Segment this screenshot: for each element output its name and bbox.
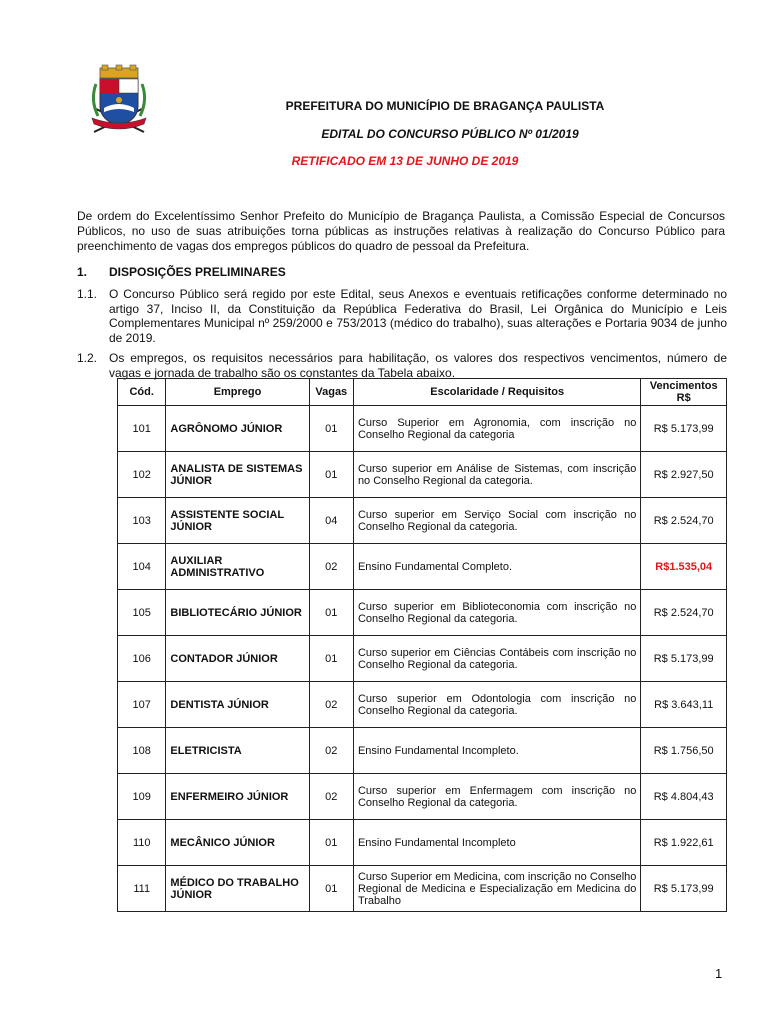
cell-emprego: MECÂNICO JÚNIOR [166, 820, 309, 866]
item-number: 1.2. [77, 351, 98, 365]
cell-vagas: 02 [309, 682, 353, 728]
cell-requisitos: Ensino Fundamental Incompleto. [353, 728, 640, 774]
list-item [77, 351, 727, 380]
cell-emprego: ASSISTENTE SOCIAL JÚNIOR [166, 498, 309, 544]
table-row [118, 498, 727, 544]
cell-emprego: CONTADOR JÚNIOR [166, 636, 309, 682]
cell-emprego: ANALISTA DE SISTEMAS JÚNIOR [166, 452, 309, 498]
cell-vencimentos: R$ 2.524,70 [641, 498, 727, 544]
table-row [118, 544, 727, 590]
cell-requisitos: Curso Superior em Medicina, com inscrição no Conselho Regional de Medicina e Especialização em Medicina do Trabalho [353, 866, 640, 912]
cell-vagas: 02 [309, 728, 353, 774]
header-cod: Cód. [118, 379, 166, 406]
cell-cod: 104 [118, 544, 166, 590]
cell-cod: 108 [118, 728, 166, 774]
cell-vagas: 01 [309, 452, 353, 498]
item-text: O Concurso Público será regido por este Edital, seus Anexos e eventuais retificações conforme determinado no artigo 37, Inciso II, da Constituição da República Federativa do Brasil, Lei Orgânica do Município e Leis Complementares Municipal nº 259/2000 e 753/2013 (médico do trabalho), suas alterações e Portaria 9034 de junho de 2019. [109, 287, 727, 345]
cell-vencimentos: R$ 2.927,50 [641, 452, 727, 498]
retificado-notice: RETIFICADO EM 13 DE JUNHO DE 2019 [291, 154, 519, 168]
header-vencimentos-line2: R$ [676, 392, 691, 404]
cell-cod: 110 [118, 820, 166, 866]
cell-cod: 105 [118, 590, 166, 636]
cell-requisitos: Curso superior em Análise de Sistemas, com inscrição no Conselho Regional da categoria. [353, 452, 640, 498]
table-row [118, 820, 727, 866]
page-number: 1 [715, 966, 723, 981]
table-row [118, 774, 727, 820]
header-vagas: Vagas [309, 379, 353, 406]
header-emprego: Emprego [166, 379, 309, 406]
table-row [118, 682, 727, 728]
table-row [118, 452, 727, 498]
cell-emprego: MÉDICO DO TRABALHO JÚNIOR [166, 866, 309, 912]
cell-cod: 101 [118, 406, 166, 452]
cell-requisitos: Curso Superior em Agronomia, com inscrição no Conselho Regional da categoria [353, 406, 640, 452]
cell-vencimentos: R$ 1.756,50 [641, 728, 727, 774]
edital-subtitle: EDITAL DO CONCURSO PÚBLICO Nº 01/2019 [321, 127, 579, 141]
cell-vagas: 01 [309, 820, 353, 866]
cell-vagas: 01 [309, 590, 353, 636]
document-title: PREFEITURA DO MUNICÍPIO DE BRAGANÇA PAULISTA [285, 99, 605, 113]
intro-paragraph: De ordem do Excelentíssimo Senhor Prefeito do Município de Bragança Paulista, a Comissão Especial de Concursos Públicos, no uso de suas atribuições torna públicas as instruções relativas à realização do Concurso Público para preenchimento de vagas dos empregos públicos do quadro de pessoal da Prefeitura. [77, 209, 725, 253]
cell-emprego: ENFERMEIRO JÚNIOR [166, 774, 309, 820]
cell-emprego: AGRÔNOMO JÚNIOR [166, 406, 309, 452]
cell-vencimentos: R$ 1.922,61 [641, 820, 727, 866]
cell-cod: 107 [118, 682, 166, 728]
cell-vencimentos: R$ 5.173,99 [641, 866, 727, 912]
header-requisitos: Escolaridade / Requisitos [353, 379, 640, 406]
section-title: DISPOSIÇÕES PRELIMINARES [109, 265, 286, 279]
table-row [118, 866, 727, 912]
cell-vagas: 04 [309, 498, 353, 544]
table-row [118, 728, 727, 774]
cell-requisitos: Curso superior em Ciências Contábeis com inscrição no Conselho Regional da categoria. [353, 636, 640, 682]
table-row [118, 636, 727, 682]
section-number: 1. [77, 265, 88, 279]
cell-cod: 106 [118, 636, 166, 682]
cell-vagas: 02 [309, 544, 353, 590]
cell-cod: 103 [118, 498, 166, 544]
cell-emprego: BIBLIOTECÁRIO JÚNIOR [166, 590, 309, 636]
cell-requisitos: Ensino Fundamental Completo. [353, 544, 640, 590]
cell-cod: 102 [118, 452, 166, 498]
table-row [118, 590, 727, 636]
cell-requisitos: Curso superior em Enfermagem com inscrição no Conselho Regional da categoria. [353, 774, 640, 820]
header-vencimentos-line1: Vencimentos [649, 380, 718, 392]
cell-vagas: 01 [309, 406, 353, 452]
item-text: Os empregos, os requisitos necessários para habilitação, os valores dos respectivos vencimentos, número de vagas e jornada de trabalho são os constantes da Tabela abaixo. [109, 351, 727, 380]
cell-vencimentos: R$1.535,04 [641, 544, 727, 590]
cell-requisitos: Curso superior em Odontologia com inscrição no Conselho Regional da categoria. [353, 682, 640, 728]
header-vencimentos [641, 379, 727, 406]
cell-vencimentos: R$ 5.173,99 [641, 636, 727, 682]
cell-emprego: ELETRICISTA [166, 728, 309, 774]
jobs-table [117, 378, 727, 912]
cell-requisitos: Curso superior em Serviço Social com inscrição no Conselho Regional da categoria. [353, 498, 640, 544]
section-heading [77, 265, 286, 279]
cell-requisitos: Ensino Fundamental Incompleto [353, 820, 640, 866]
cell-vagas: 01 [309, 866, 353, 912]
cell-vencimentos: R$ 3.643,11 [641, 682, 727, 728]
cell-vencimentos: R$ 5.173,99 [641, 406, 727, 452]
list-item [77, 287, 727, 345]
cell-vencimentos: R$ 2.524,70 [641, 590, 727, 636]
cell-vagas: 01 [309, 636, 353, 682]
table-row [118, 406, 727, 452]
cell-vencimentos: R$ 4.804,43 [641, 774, 727, 820]
cell-cod: 111 [118, 866, 166, 912]
table-header-row [118, 379, 727, 406]
cell-emprego: AUXILIAR ADMINISTRATIVO [166, 544, 309, 590]
cell-vagas: 02 [309, 774, 353, 820]
cell-requisitos: Curso superior em Biblioteconomia com inscrição no Conselho Regional da categoria. [353, 590, 640, 636]
cell-emprego: DENTISTA JÚNIOR [166, 682, 309, 728]
item-number: 1.1. [77, 287, 98, 301]
cell-cod: 109 [118, 774, 166, 820]
